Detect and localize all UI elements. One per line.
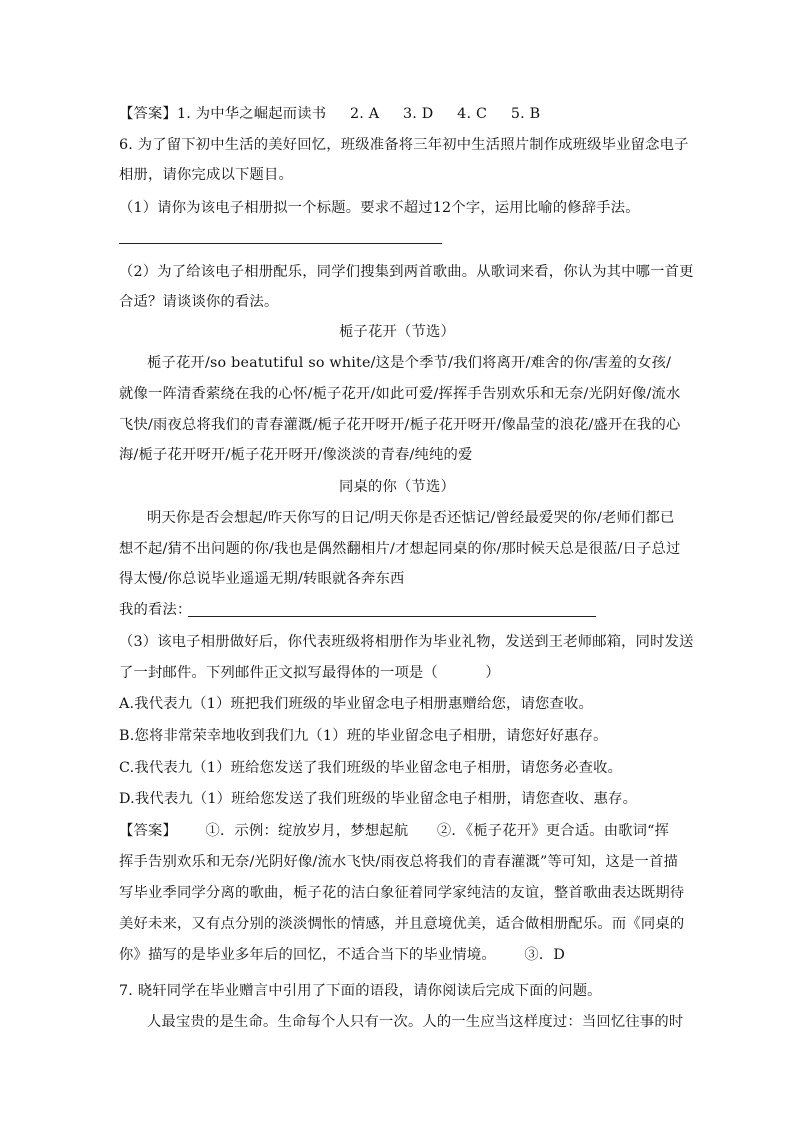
song-1-lyrics-4: 海/栀子花开呀开/栀子花开呀开/像淡淡的青春/纯纯的爱 bbox=[119, 447, 473, 463]
answer-6-line-5: 你》描写的是毕业多年后的回忆，不适合当下的毕业情境。 ③．D bbox=[119, 947, 566, 963]
option-a: A.我代表九（1）班把我们班级的毕业留念电子相册惠赠给您，请您查收。 bbox=[119, 696, 593, 712]
question-7-intro: 7. 晓轩同学在毕业赠言中引用了下面的语段，请你阅读后完成下面的问题。 bbox=[119, 983, 602, 999]
answer-6-line-1: 【答案】 ①．示例：绽放岁月，梦想起航 ②．《栀子花开》更合适。由歌词“挥 bbox=[119, 823, 670, 839]
song-1-lyrics-1: 栀子花开/so beatutiful so white/这是个季节/我们将离开/难舍的你/害羞的女孩/ bbox=[147, 355, 672, 371]
song-2-lyrics-1: 明天你是否会想起/昨天你写的日记/明天你是否还惦记/曾经最爱哭的你/老师们都已 bbox=[147, 510, 675, 526]
song-1-lyrics-3: 飞快/雨夜总将我们的青春灌溉/栀子花开呀开/栀子花开呀开/像晶莹的浪花/盛开在我的心 bbox=[119, 417, 681, 433]
song-2-lyrics-2: 想不起/猜不出问题的你/我也是偶然翻相片/才想起同桌的你/那时候天总是很蓝/日子总过 bbox=[119, 541, 681, 557]
question-6-part-1: （1）请你为该电子相册拟一个标题。要求不超过12个字，运用比喻的修辞手法。 bbox=[119, 200, 640, 216]
answer-line-1-5: 【答案】1. 为中华之崛起而读书 2. A 3. D 4. C 5. B bbox=[119, 106, 541, 122]
answer-6-line-4: 美好未来，又有点分别的淡淡惆怅的情感，并且意境优美，适合做相册配乐。而《同桌的 bbox=[119, 916, 685, 932]
song-2-title: 同桌的你（节选） bbox=[339, 479, 455, 495]
my-opinion-label: 我的看法： bbox=[119, 602, 192, 618]
question-6-part-3-cont: 了一封邮件。下列邮件正文拟写最得体的一项是（ ） bbox=[119, 665, 500, 681]
opinion-blank-line bbox=[188, 616, 596, 617]
question-6-part-2: （2）为了给该电子相册配乐，同学们搜集到两首歌曲。从歌词来看，你认为其中哪一首更 bbox=[119, 264, 694, 280]
answer-6-line-2: 挥手告别欢乐和无奈/光阴好像/流水飞快/雨夜总将我们的青春灌溉”等可知，这是一首描 bbox=[119, 854, 678, 870]
question-6-intro-cont: 相册，请你完成以下题目。 bbox=[119, 167, 293, 183]
question-7-passage: 人最宝贵的是生命。生命每个人只有一次。人的一生应当这样度过：当回忆往事的时 bbox=[147, 1014, 684, 1030]
question-6-part-2-cont: 合适？请谈谈你的看法。 bbox=[119, 294, 279, 310]
answer-blank-line bbox=[119, 243, 442, 244]
question-6-intro: 6. 为了留下初中生活的美好回忆，班级准备将三年初中生活照片制作成班级毕业留念电子 bbox=[119, 137, 689, 153]
option-c: C.我代表九（1）班给您发送了我们班级的毕业留念电子相册，请您务必查收。 bbox=[119, 760, 623, 776]
option-b: B.您将非常荣幸地收到我们九（1）班的毕业留念电子相册，请您好好惠存。 bbox=[119, 728, 608, 744]
song-1-title: 栀子花开（节选） bbox=[339, 324, 455, 340]
question-6-part-3: （3）该电子相册做好后，你代表班级将相册作为毕业礼物，发送到王老师邮箱，同时发送 bbox=[119, 634, 694, 650]
option-d: D.我代表九（1）班给您发送了我们班级的毕业留念电子相册，请您查收、惠存。 bbox=[119, 791, 638, 807]
song-1-lyrics-2: 就像一阵清香萦绕在我的心怀/栀子花开/如此可爱/挥挥手告别欢乐和无奈/光阴好像/流水 bbox=[119, 386, 681, 402]
song-2-lyrics-3: 得太慢/你总说毕业遥遥无期/转眼就各奔东西 bbox=[119, 571, 405, 587]
answer-6-line-3: 写毕业季同学分离的歌曲，栀子花的洁白象征着同学家纯洁的友谊，整首歌曲表达既期待 bbox=[119, 885, 685, 901]
